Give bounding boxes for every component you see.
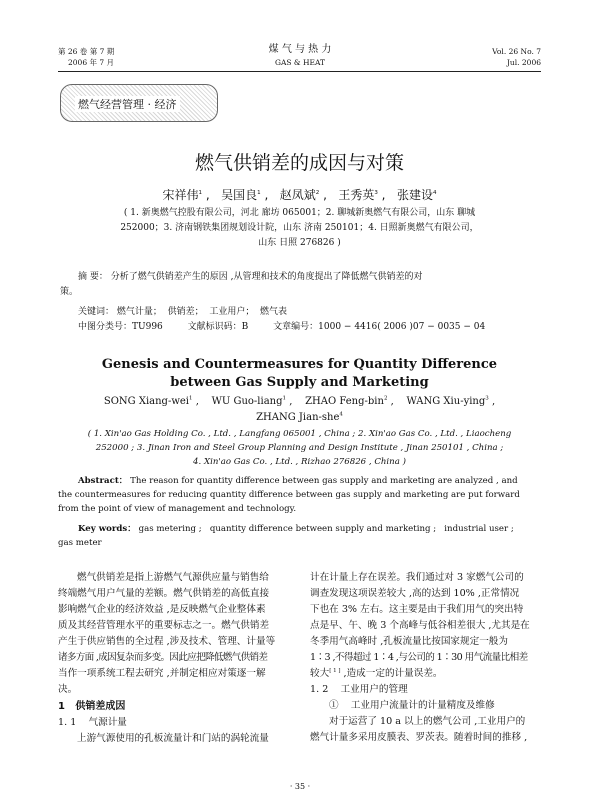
title-en-line-1: Genesis and Countermeasures for Quantity Difference [101,357,498,372]
author-en: WANG Xiu-ying$^3$ , [406,395,496,407]
keywords-cn-label: 关键词： [78,307,115,317]
intro-line: 质及其经营管理水平的重要标志之一。燃气供销差 [58,620,270,631]
author-cn: 张建设$^4$ [396,188,437,202]
keywords-en-line: gas meter [58,538,102,548]
abstract-cn-text-end: 策。 [60,287,79,297]
page-number: · 35 · [289,782,311,791]
abstract-en-line: from the point of view of management and technology. [58,504,297,514]
left-column [58,570,290,747]
subsection-heading: ① 工业用户流量计的计量精度及维修 [329,700,495,711]
abstract-cn-label: 摘 要： [78,272,108,282]
author-en: WU Guo-liang$^1$ , [211,395,306,407]
paragraph-line: 计在计量上存在误差。我们通过对 3 家燃气公司的 [310,572,524,583]
abstract-cn [60,270,548,300]
authors-cn [40,186,559,203]
article-number: 文章编号：1000 − 4416( 2006 )07 − 0035 − 04 [273,322,486,332]
intro-line: 影响燃气企业的经济效益 ,是反映燃气企业整体素 [58,604,266,615]
header-rule [58,71,541,72]
section-heading-1: 1 供销差成因 [58,701,126,712]
keywords-en-label: Key words： [78,524,136,534]
paragraph-line: 上游气源使用的孔板流量计和门站的涡轮流量 [77,733,269,744]
affiliation-en-line: ( 1. Xin'ao Gas Holding Co. , Ltd. , Langfang 065001 , China ; 2. Xin'ao Gas Co. , Ltd. , Liaocheng [87,429,512,439]
title-en-line-2: between Gas Supply and Marketing [170,375,429,390]
abstract-en-line: the countermeasures for reducing quantity difference between gas supply and marketing are put forward [58,490,520,500]
intro-line: 决。 [58,684,78,695]
section-heading-1-2: 1. 2 工业用户的管理 [310,684,408,695]
keywords-en-line: gas metering ; quantity difference between supply and marketing ; industrial user ; [138,524,514,534]
keywords-cn [78,305,287,320]
column-label: 燃气经营管理 · 经济 [75,96,180,112]
title-en [40,356,559,392]
header-volume-en: Vol. 26 No. 7 [492,47,541,56]
affiliation-line: 252000；3. 济南钢铁集团规划设计院，山东 济南 250101；4. 日照新奥燃气有限公司， [120,223,479,233]
paragraph-line: 点是早、午、晚 3 个高峰与低谷相差很大 ,尤其是在 [310,620,530,631]
column-banner [60,84,218,122]
author-cn: 宋祥伟$^1$ , [162,188,218,202]
title-cn: 燃气供销差的成因与对策 [194,152,404,174]
affiliations-en [60,427,539,469]
document-code: 文献标识码：B [187,322,249,332]
paragraph-line: 调查发现这项误差较大 ,高的达到 10% ,正常情况 [310,588,520,599]
paragraph-line: 1∶3 ,不得超过 1∶4 ,与公司的 1∶30 用气流量比相差 [310,652,528,663]
classification-line [78,320,548,335]
abstract-en-label: Abstract： [78,476,128,486]
author-en: SONG Xiang-wei$^1$ , [103,395,212,407]
paragraph-line: 对于运营了 10 a 以上的燃气公司 ,工业用户的 [329,716,526,727]
right-column [310,570,544,746]
paragraph-line: 较大[ 1 ] ,造成一定的计量误差。 [310,667,443,679]
section-heading-1-1: 1. 1 气源计量 [58,717,127,728]
header-journal-en: GAS & HEAT [274,58,325,67]
affiliation-en-line: 252000 ; 3. Jinan Iron and Steel Group Planning and Design Institute , Jinan 250101 , China ; [95,443,504,453]
header-date-cn: 2006 年 7 月 [68,58,115,67]
abstract-en [58,474,546,516]
paragraph-line: 下也在 3% 左右。这主要是由于我们用气的突出特 [310,604,524,615]
header-date-en: Jul. 2006 [506,58,541,67]
clc-number: 中图分类号：TU996 [78,322,163,332]
intro-line: 当作一项系统工程去研究 ,并制定相应对策逐一解 [58,668,266,679]
abstract-cn-text: 分析了燃气供销差产生的原因 ,从管理和技术的角度提出了降低燃气供销差的对 [110,272,423,282]
intro-line: 诸多方面 ,成因复杂而多变。因此应把降低燃气供销差 [58,652,268,663]
author-cn: 赵凤斌$^2$ , [279,188,335,202]
intro-line: 终端燃气用户气量的差额。燃气供销差的高低直接 [58,588,270,599]
author-en-last: ZHANG Jian-she$^4$ [256,411,343,423]
abstract-en-line: The reason for quantity difference between gas supply and marketing are analyzed , and [130,476,518,486]
authors-en [40,394,559,409]
citation-ref: [ 1 ] [329,667,341,674]
intro-line: 燃气供销差是指上游燃气气源供应量与销售给 [77,572,269,583]
author-cn: 吴国良$^1$ , [221,188,276,202]
affiliation-line: ( 1. 新奥燃气控股有限公司，河北 廊坊 065001；2. 聊城新奥燃气有限公司，山东 聊城 [123,208,476,218]
keywords-cn-text: 燃气计量； 供销差； 工业用户； 燃气表 [116,307,288,317]
affiliation-en-line: 4. Xin'ao Gas Co. , Ltd. , Rizhao 276826 , China ) [193,457,406,467]
header-journal-cn: 煤 气 与 热 力 [268,44,332,55]
paragraph-line: 冬季用气高峰时 ,孔板流量比按国家规定一般为 [310,636,508,647]
intro-line: 产生于供应销售的全过程 ,涉及技术、管理、计量等 [58,636,276,647]
author-cn: 王秀英$^3$ , [338,188,394,202]
paragraph-line: 燃气计量多采用皮膜表、罗茨表。随着时间的推移 , [310,732,528,743]
affiliations-cn [70,206,529,251]
affiliation-line: 山东 日照 276826 ) [258,238,341,248]
keywords-en [58,522,546,550]
header-volume-cn: 第 26 卷 第 7 期 [58,47,115,56]
author-en: ZHAO Feng-bin$^2$ , [305,395,407,407]
